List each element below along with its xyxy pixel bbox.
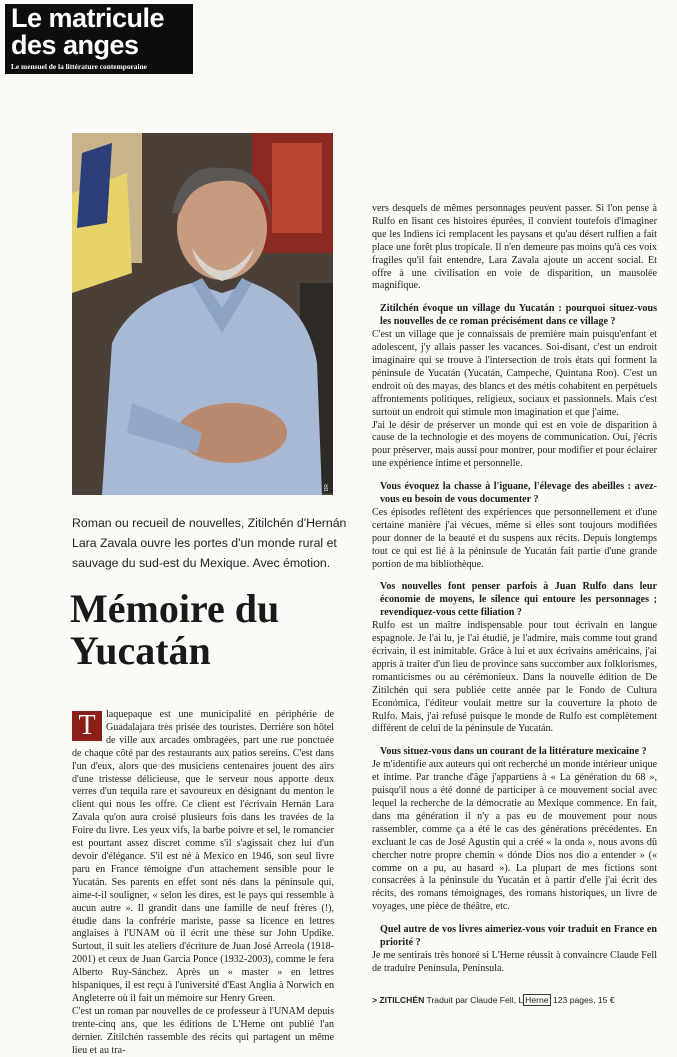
interview-question: Vos nouvelles font penser parfois à Juan Rulfo dans leur économie de moyens, le silence qui entoure les personnages ; revendiquez-vous cette filiation ? <box>380 581 657 619</box>
interview-question: Vous évoquez la chasse à l'iguane, l'élevage des abeilles : avez-vous eu besoin de vous documenter ? <box>380 481 657 506</box>
photo-credit: DR <box>324 483 330 491</box>
interview-answer: C'est un village que je connaissais de première main puisqu'enfant et adolescent, j'y allais passer les vacances. Soi-disant, c'est un endroit imaginaire qui se trouve à l'intersection de trois états qui forment la péninsule de Yucatán (Yucatán, Campeche, Quintana Roo). C'est un endroit où des mayas, des blancs et des métis cohabitent en perpétuels affrontements politiques, religieux, sociaux et passionnels. Mais c'est surtout un endroit qui stimule mon imagination et que j'aime. <box>372 329 657 418</box>
interview-question: Zitilchén évoque un village du Yucatán : pourquoi situez-vous les nouvelles de ce roman précisément dans ce village ? <box>380 303 657 328</box>
article-column-1 <box>72 709 334 1057</box>
book-details: 123 pages, 15 € <box>552 995 615 1005</box>
author-photo <box>72 133 333 495</box>
article-lead: Roman ou recueil de nouvelles, Zitilchén d'Hernán Lara Zavala ouvre les portes d'un monde rural et sauvage du sud-est du Mexique. Avec émotion. <box>72 516 347 570</box>
book-translator: Traduit par Claude Fell, L <box>426 995 524 1005</box>
masthead-subtitle: Le mensuel de la littérature contemporaine <box>11 62 147 71</box>
interview-answer: Rulfo est un maître indispensable pour tout écrivain en langue espagnole. Je l'ai lu, je l'ai étudié, je l'admire, mais comme tout grand écrivain, il est inimitable. Grâce à lui et aux écrivains américains, j'ai appris à traiter d'un lieu de province sans succomber aux folklorismes, romanticismes ou au cérémonieux. Dans la nouvelle édition de De Zitilchén qui sera publiée cette année par le Fondo de Cultura Económica, l'éditeur voulait mettre sur la couverture la photo de Rulfo. Mais, j'ai refusé puisque le monde de Rulfo est complètement différent de celui de la péninsule de Yucatán. <box>372 620 657 735</box>
masthead <box>5 4 193 74</box>
interview-answer: J'ai le désir de préserver un monde qui est en voie de disparition à cause de la technologie et des moyens de communication. Oui, j'écris pour préserver, mais aussi pour montrer, pour modifier et pour éclairer une expérience intime et personnelle. <box>372 419 657 470</box>
article-headline: Mémoire du Yucatán <box>70 586 280 673</box>
article-paragraph: C'est un roman par nouvelles de ce professeur à l'UNAM depuis trente-cinq ans, que les éditions de L'Herne ont publié l'an dernier. Zitilchén rassemble des récits qui partagent un même lieu et au tra- <box>72 1005 334 1056</box>
article-column-2 <box>372 203 657 976</box>
publisher-name: Herne <box>525 995 549 1005</box>
author-photo-illustration <box>72 133 333 495</box>
masthead-title: Le matricule des anges <box>11 3 165 60</box>
drop-cap: T <box>72 711 102 741</box>
book-title: > ZITILCHÉN <box>372 995 425 1005</box>
interview-answer: Je m'identifie aux auteurs qui ont recherché un monde intérieur unique et intime. Par tranche d'âge j'appartiens à « La génération du 68 », puisqu'il nous a été donné de participer à ce mouvement social avec lequel la recherche de la démocratie au Mexique commence. En fait, dans ma génération il n'y a pas eu de mouvement pour nous rassembler, comme ça a été le cas des générations précédentes. En excluant le cas de José Agustín qui a créé « la onda », nous avons dû chercher notre propre chemin « dónde Dios nos dio a entender » (« comme on a pu, au hasard »). La plupart de mes fictions sont consacrées à la péninsule du Yucatán et à partir d'elle j'ai écrit des récits, des romans témoignages, des romans historiques, un livre de voyages, une pièce de théâtre, etc. <box>372 759 657 913</box>
article-paragraph: T laquepaque est une municipalité en périphérie de Guadalajara très prisée des touristes. Derrière son hôtel de ville aux arcades ombragées, part une rue ponctuée de chaque côté par des restaurants aux patios sereins. C'est dans l'un d'eux, alors que des musiciens centenaires jouent des airs d'une tristesse délicieuse, que le serveur nous apporte deux verres d'un tequila rare et savoureux en désignant du menton le client qui nous les offre. Ce client est l'écrivain Hernán Lara Zavala qu'on aura croisé plusieurs fois dans les travées de la Foire du livre. Les yeux vifs, la barbe poivre et sel, le romancier est pourtant assez discret comme s'il s'agissait chez lui d'un devoir d'élégance. S'il est né à Mexico en 1946, son seul livre paru en France témoigne d'un attachement sensible pour le Yucatán. Ses parents en effet sont nés dans la péninsule qui, aime-t-il souligner, « selon les dires, est le pays qui ressemble à aucun autre ». Il grandit dans une famille de neuf frères (!), étudie dans la confrérie mariste, passe sa licence en lettres anglaises à l'UNAM où il écrit une thèse sur John Updike. Surtout, il suit les ateliers d'écriture de Juan José Arreola (1918-2001) et ceux de Juan Garcia Ponce (1932-2003), comme le fera Alberto Ruy-Sánchez. Après un « master » en lettres hispaniques, il est reçu à l'université d'East Anglia à Norwich en Angleterre où il fait un mémoire sur Henry Green. <box>72 709 334 1004</box>
interview-answer: Je me sentirais très honoré si L'Herne réussit à convaincre Claude Fell de traduire Península, Península. <box>372 949 657 974</box>
book-reference <box>372 995 657 1005</box>
interview-question: Vous situez-vous dans un courant de la littérature mexicaine ? <box>380 746 647 758</box>
interview-question: Quel autre de vos livres aimeriez-vous voir traduit en France en priorité ? <box>380 924 657 949</box>
interview-answer: Ces épisodes reflètent des expériences que personnellement et d'une certaine manière j'ai vécues, même si elles sont toujours modifiées pour donner de la beauté et du suspens aux récits. Depuis longtemps tout ce qui est lié à la péninsule de Yucatán fait partie d'une grande portion de ma bibliothèque. <box>372 506 657 570</box>
interview-answer: vers desquels de mêmes personnages peuvent passer. Si l'on pense à Rulfo en lisant ces histoires épurées, il convient toutefois d'imaginer que les Indiens ici remplacent les paysans et qu'au désert rulfien a fait place une forêt plus tropicale. Il n'en demeure pas moins qu'à ces voix fragiles qu'il fait entendre, Lara Zavala ajoute un accent social. Et offre à une civilisation en voie de disparition, un mausolée magnifique. <box>372 203 657 292</box>
